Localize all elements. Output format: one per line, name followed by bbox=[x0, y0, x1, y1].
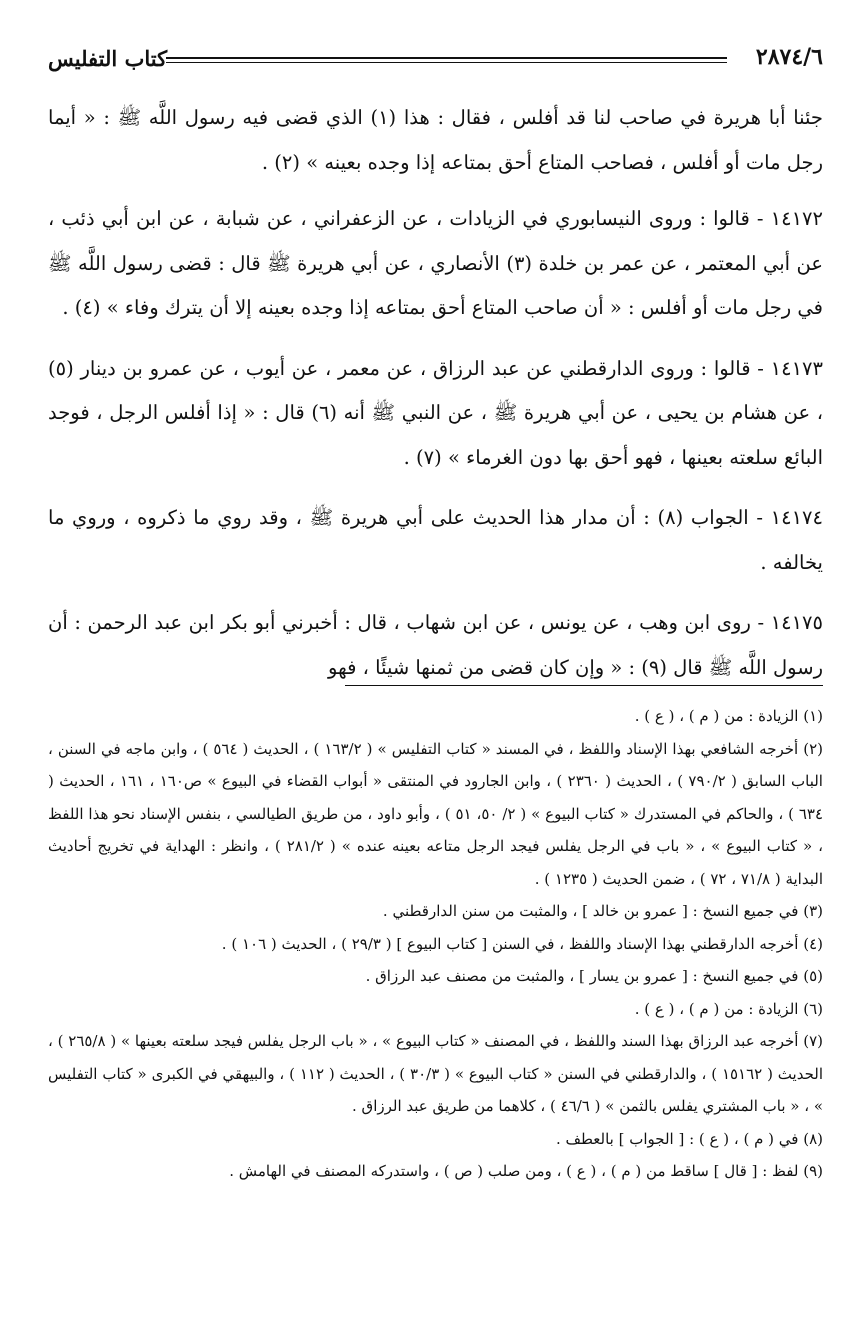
main-text bbox=[48, 96, 823, 706]
footnotes bbox=[48, 700, 823, 1188]
footnote-2: (٢) أخرجه الشافعي بهذا الإسناد واللفظ ، في المسند « كتاب التفليس » ( ١٦٣/٢ ) ، الحديث ( ٥٦٤ ) ، وابن ماجه في السنن ، الباب السابق ( ٧٩٠/٢ ) ، الحديث ( ٢٣٦٠ ) ، وابن الجارود في المنتقى « أبواب القضاء في البيوع » ص١٦٠ ، ١٦١ ، الحديث ( ٦٣٤ ) ، والحاكم في المستدرك « كتاب البيوع » ( ٢/ ٥٠، ٥١ ) ، وأبو داود ، من طريق الطيالسي ، بنفس الإسناد نحو هذا اللفظ ، « كتاب البيوع » ، « باب في الرجل يفلس فيجد الرجل متاعه بعينه عنده » ( ٢٨١/٢ ) ، وانظر : الهداية في تخريج أحاديث البداية ( ٧١/٨ ، ٧٢ ) ، ضمن الحديث ( ١٢٣٥ ) . bbox=[48, 739, 824, 888]
paragraph: جئنا أبا هريرة في صاحب لنا قد أفلس ، فقال : هذا (١) الذي قضى فيه رسول اللَّه ﷺ : « أيما رجل مات أو أفلس ، فصاحب المتاع أحق بمتاعه إذا وجده بعينه » (٢) . bbox=[48, 106, 823, 174]
paragraph-14175: ١٤١٧٥ - روى ابن وهب ، عن يونس ، عن ابن شهاب ، قال : أخبرني أبو بكر ابن عبد الرحمن : أن رسول اللَّه ﷺ قال (٩) : « وإن كان قضى من ثمنها شيئًا ، فهو bbox=[48, 611, 823, 679]
footnote-8: (٨) في ( م ) ، ( ع ) : [ الجواب ] بالعطف . bbox=[555, 1129, 823, 1148]
book-title: كتاب التفليس bbox=[48, 46, 168, 71]
footnote-separator bbox=[345, 685, 823, 686]
paragraph-14174: ١٤١٧٤ - الجواب (٨) : أن مدار هذا الحديث على أبي هريرة ﷺ ، وقد روي ما ذكروه ، وروي ما يخالفه . bbox=[48, 506, 823, 574]
footnote-7: (٧) أخرجه عبد الرزاق بهذا السند واللفظ ، في المصنف « كتاب البيوع » ، « باب الرجل يفلس فيجد سلعته بعينها » ( ٢٦٥/٨ ) ، الحديث ( ١٥١٦٢ ) ، والدارقطني في السنن « كتاب البيوع » ( ٣٠/٣ ) ، الحديث ( ١١٢ ) ، والبيهقي في الكبرى « كتاب التفليس » ، « باب المشتري يفلس بالثمن » ( ٤٦/٦ ) ، كلاهما من طريق عبد الرزاق . bbox=[48, 1032, 824, 1115]
footnote-3: (٣) في جميع النسخ : [ عمرو بن خالد ] ، والمثبت من سنن الدارقطني . bbox=[382, 902, 823, 920]
header-rule bbox=[166, 57, 727, 63]
footnote-4: (٤) أخرجه الدارقطني بهذا الإسناد واللفظ ، في السنن [ كتاب البيوع ] ( ٢٩/٣ ) ، الحديث ( ١٠٦ ) . bbox=[221, 934, 823, 953]
footnote-9: (٩) لفظ : [ قال ] ساقط من ( م ) ، ( ع ) ، ومن صلب ( ص ) ، واستدركه المصنف في الهامش . bbox=[229, 1162, 823, 1180]
footnote-5: (٥) في جميع النسخ : [ عمرو بن يسار ] ، والمثبت من مصنف عبد الرزاق . bbox=[365, 967, 823, 985]
paragraph-14172: ١٤١٧٢ - قالوا : وروى النيسابوري في الزيادات ، عن الزعفراني ، عن شبابة ، عن ابن أبي ذئب ، عن أبي المعتمر ، عن عمر بن خلدة (٣) الأنصاري ، عن أبي هريرة ﷺ قال : قضى رسول اللَّه ﷺ في رجل مات أو أفلس : « أن صاحب المتاع أحق بمتاعه إذا وجده بعينه إلا أن يترك وفاء » (٤) . bbox=[48, 207, 824, 319]
page-number: ٢٨٧٤/٦ bbox=[755, 44, 823, 70]
page-header bbox=[48, 44, 823, 80]
footnote-6: (٦) الزيادة : من ( م ) ، ( ع ) . bbox=[634, 999, 823, 1018]
paragraph-14173: ١٤١٧٣ - قالوا : وروى الدارقطني عن عبد الرزاق ، عن معمر ، عن أيوب ، عن عمرو بن دينار (٥) ، عن هشام بن يحيى ، عن أبي هريرة ﷺ ، عن النبي ﷺ أنه (٦) قال : « إذا أفلس الرجل ، فوجد البائع سلعته بعينها ، فهو أحق بها دون الغرماء » (٧) . bbox=[48, 356, 823, 469]
footnote-1: (١) الزيادة : من ( م ) ، ( ع ) . bbox=[634, 707, 823, 725]
